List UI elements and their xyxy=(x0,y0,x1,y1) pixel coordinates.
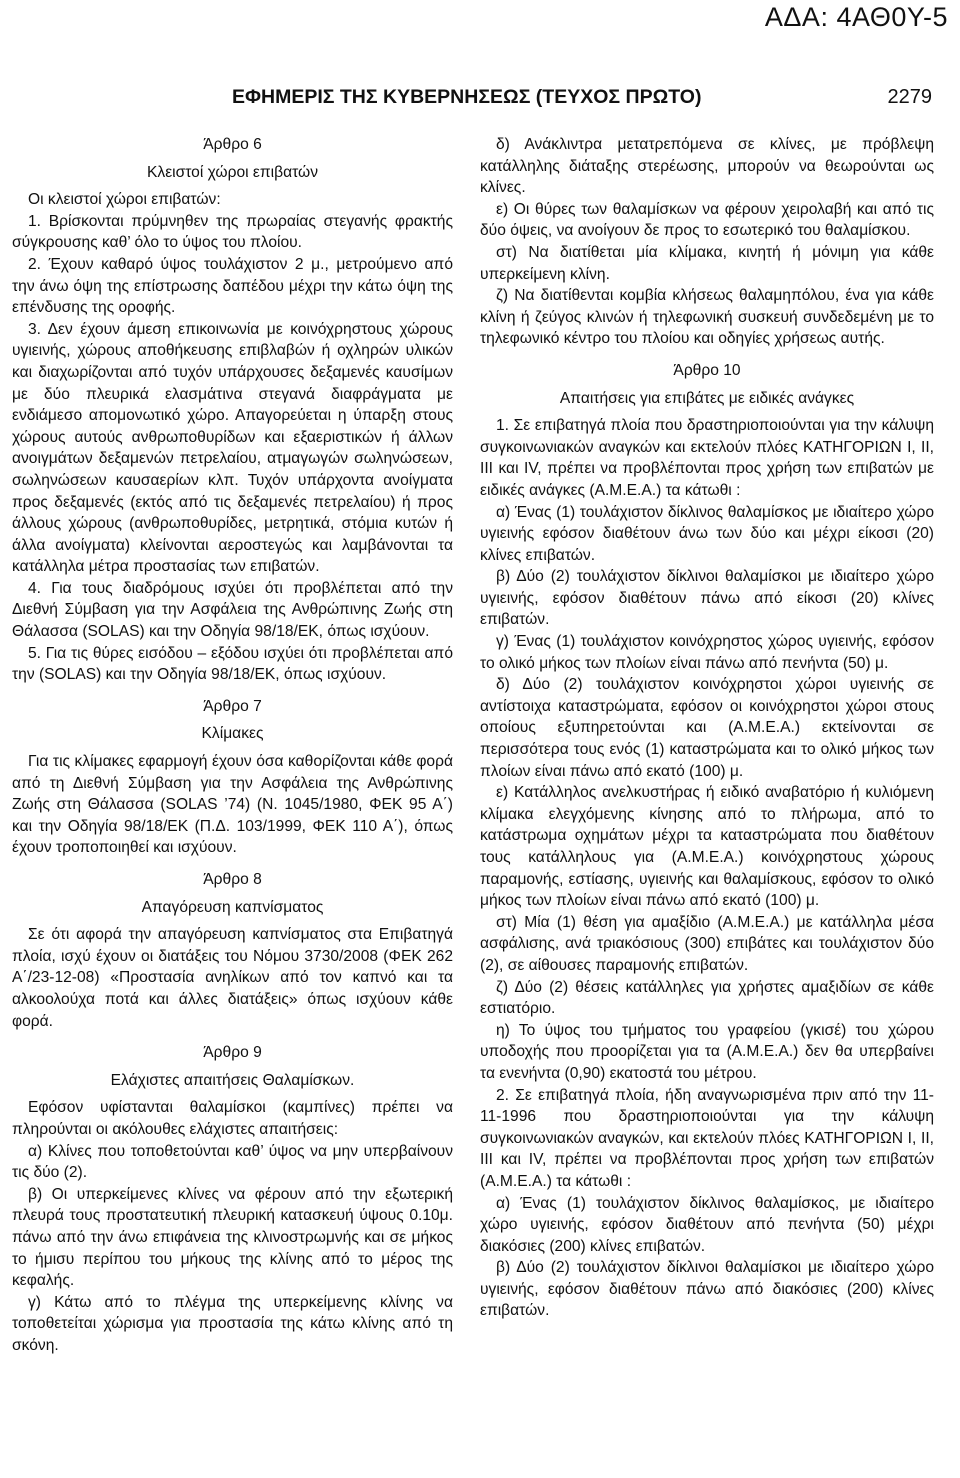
page-header xyxy=(232,86,932,114)
article-9-item-st: στ) Να διατίθεται μία κλίμακα, κινητή ή μόνιμη για κάθε υπερκείμενη κλίνη. xyxy=(480,243,934,283)
article-9-item-c: γ) Κάτω από το πλέγμα της υπερκείμενης κλίνης να τοποθετείται χώρισμα για προστασία της κάτω κλίνης από τη σκόνη. xyxy=(12,1293,453,1354)
article-10-1-item-h: η) Το ύψος του τμήματος του γραφείου (γκισέ) του χώρου υποδοχής που προορίζεται για τα (Α.Μ.Ε.Α.) δεν θα υπερβαίνει τα ενενήντα (0,90) εκατοστά του μέτρου. xyxy=(480,1021,934,1082)
article-8-heading: Άρθρο 8 xyxy=(203,871,262,888)
article-7-heading: Άρθρο 7 xyxy=(203,697,262,715)
article-9-item-a: α) Κλίνες που τοποθετούνται καθ’ ύψος να μην υπερβαίνουν τις δύο (2). xyxy=(12,1142,453,1182)
article-10-1-item-a: α) Ένας (1) τουλάχιστον δίκλινος θαλαμίσκος με ιδιαίτερο χώρο υγιεινής εφόσον διαθέτουν άνω των δύο και μέχρι είκοσι (20) κλίνες επιβατών. xyxy=(480,503,934,564)
article-10-2-item-b: β) Δύο (2) τουλάχιστον δίκλινοι θαλαμίσκοι με ιδιαίτερο χώρο υγιεινής, εφόσον διαθέτουν πάνω από διακόσιες (200) κλίνες επιβατών. xyxy=(480,1259,934,1320)
article-8-paragraph: Σε ότι αφορά την απαγόρευση καπνίσματος στα Επιβατηγά πλοία, ισχύ έχουν οι διατάξεις του Νόμου 3730/2008 (ΦΕΚ 262 Α΄/23-12-08) «Προστασία ανηλίκων από τον καπνό και τα αλκοολούχα ποτά και άλλες διατάξεις» όπως ισχύουν κάθε φορά. xyxy=(12,926,453,1030)
article-6-intro: Οι κλειστοί χώροι επιβατών: xyxy=(28,191,221,209)
left-column xyxy=(12,134,453,1356)
article-10-heading: Άρθρο 10 xyxy=(673,361,741,379)
article-10-1-item-b: β) Δύο (2) τουλάχιστον δίκλινοι θαλαμίσκοι με ιδιαίτερο χώρο υγιεινής, εφόσον διαθέτουν πάνω από είκοσι (20) κλίνες επιβατών. xyxy=(480,568,934,629)
article-6-paragraph-5: 5. Για τις θύρες εισόδου – εξόδου ισχύει ότι προβλέπεται από την (SOLAS) και την Οδηγία 98/18/ΕΚ, όπως ισχύουν. xyxy=(12,644,453,684)
article-7-title: Κλίμακες xyxy=(201,725,264,743)
article-9-heading: Άρθρο 9 xyxy=(203,1044,262,1062)
article-10-1-item-z: ζ) Δύο (2) θέσεις κατάλληλες για χρήστες αμαξιδίων σε κάθε εστιατόριο. xyxy=(480,978,934,1018)
article-9-intro: Εφόσον υφίστανται θαλαμίσκοι (καμπίνες) πρέπει να πληρούνται οι ακόλουθες ελάχιστες απαιτήσεις: xyxy=(12,1099,453,1138)
article-10-1-item-c: γ) Ένας (1) τουλάχιστον κοινόχρηστος χώρος υγιεινής, εφόσον το ολικό μήκος των πλοίων είναι πάνω από πενήντα (50) μ. xyxy=(480,633,934,672)
article-6-paragraph-1: 1. Βρίσκονται πρύμνηθεν της πρωραίας στεγανής φρακτής σύγκρουσης καθ’ όλο το ύψος του πλοίου. xyxy=(12,212,453,252)
article-10-1-item-e: ε) Κατάλληλος ανελκυστήρας ή ειδικό αναβατόριο ή κυλιόμενη κλίμακα ελεγχόμενης κίνησης από το πλήρωμα, από το κατάστρωμα οχημάτων μέχρι τα καταστρώματα που διαθέτουν τους κατάλληλους για (Α.Μ.Ε.Α.) κοινόχρηστους χώρους παραμονής, εστίασης, υγιεινής και θαλαμίσκους, εφόσον το ολικό μήκος των πλοίων είναι πάνω από εκατό (100) μ. xyxy=(480,784,934,910)
article-7-paragraph: Για τις κλίμακες εφαρμογή έχουν όσα καθορίζονται κάθε φορά από τη Διεθνή Σύμβαση για την Ασφάλεια της Ανθρώπινης Ζωής στη Θάλασσα (SOLAS ’74) (Ν. 1045/1980, ΦΕΚ 95 Α΄) και την Οδηγία 98/18/ΕΚ (Π.Δ. 103/1999, ΦΕΚ 110 Α΄), όπως έχουν τροποποιηθεί και ισχύουν. xyxy=(12,753,453,857)
gazette-title: ΕΦΗΜΕΡΙΣ ΤΗΣ ΚΥΒΕΡΝΗΣΕΩΣ (ΤΕΥΧΟΣ ΠΡΩΤΟ) xyxy=(232,86,702,108)
right-column xyxy=(480,134,934,1322)
article-6-paragraph-3: 3. Δεν έχουν άμεση επικοινωνία με κοινόχρηστους χώρους υγιεινής, χώρους αποθήκευσης επιβλαβών ή οχληρών υλικών και διαχωρίζονται από τυχόν υπάρχουσες δεξαμενές καυσίμων με δύο πλευρικά ελασμάτινα στεγανά διαφράγματα με ενδιάμεσο απομονωτικό χώρο. Απαγορεύεται η ύπαρξη στους χώρους αυτούς ανθρωποθυρίδων και εξαεριστικών ή άλλων ανοιγμάτων δεξαμενών πετρελαίου, ατμαγωγών σωληνώσεων, σωληνώσεων καυσαερίων κλπ. Τυχόν υπάρχοντα ανοίγματα προς δεξαμενές (εκτός από τις δεξαμενές πετρελαίου) ή προς άλλους χώρους (ανθρωποθυρίδες, μετρητικά, στόμια κυτών ή άλλα ανοίγματα) κλείνονται αεροστεγώς και λαμβάνονται τα κατάλληλα μέτρα προστασίας των επιβατών. xyxy=(12,320,453,576)
article-10-1-item-d: δ) Δύο (2) τουλάχιστον κοινόχρηστοι χώροι υγιεινής σε αντίστοιχα καταστρώματα, εφόσον οι κοινόχρηστοι χώροι στους οποίους εξυπηρετούνται και (Α.Μ.Ε.Α.) εκτείνονται σε περισσότερα τους ενός (1) καταστρώματα και το ολικό μήκος των πλοίων είναι πάνω από εκατό (100) μ. xyxy=(480,676,934,780)
page-number: 2279 xyxy=(887,86,932,108)
article-9-item-e: ε) Οι θύρες των θαλαμίσκων να φέρουν χειρολαβή και από τις δύο όψεις, να ανοίγουν δε προς το εσωτερικό του θαλαμίσκου. xyxy=(480,200,934,240)
article-6-paragraph-2: 2. Έχουν καθαρό ύψος τουλάχιστον 2 μ., μετρούμενο από την άνω όψη της επίστρωσης δαπέδου μέχρι την κάτω όψη της επένδυσης της οροφής. xyxy=(12,255,453,317)
article-10-title: Απαιτήσεις για επιβάτες με ειδικές ανάγκες xyxy=(559,389,855,407)
ada-code: ΑΔΑ: 4ΑΘ0Υ-5 xyxy=(764,2,948,32)
article-10-paragraph-1: 1. Σε επιβατηγά πλοία που δραστηριοποιούνται για την κάλυψη συγκοινωνιακών αναγκών και εκτελούν πλόες ΚΑΤΗΓΟΡΙΩΝ Ι, ΙΙ, ΙΙΙ και ΙV, πρέπει να προβλέπονται προς χρήση των επιβατών με ειδικές ανάγκες (Α.Μ.Ε.Α.) τα κάτωθι : xyxy=(480,417,934,499)
article-8-title: Απαγόρευση καπνίσματος xyxy=(141,898,324,916)
article-6-paragraph-4: 4. Για τους διαδρόμους ισχύει ότι προβλέπεται από την Διεθνή Σύμβαση για την Ασφάλεια της Ανθρώπινης Ζωής στη Θάλασσα (SOLAS) και την Οδηγία 98/18/ΕΚ, όπως ισχύουν. xyxy=(12,579,453,641)
article-10-paragraph-2: 2. Σε επιβατηγά πλοία, ήδη αναγνωρισμένα πριν από την 11-11-1996 που δραστηριοποιούνται για την κάλυψη συγκοινωνιακών αναγκών, και εκτελούν πλόες ΚΑΤΗΓΟΡΙΩΝ Ι, ΙΙ, ΙΙΙ και ΙV, πρέπει να προβλέπονται προς χρήση των επιβατών (Α.Μ.Ε.Α.) τα κάτωθι : xyxy=(480,1086,934,1190)
article-9-item-z: ζ) Να διατίθενται κομβία κλήσεως θαλαμηπόλου, ένα για κάθε κλίνη ή ζεύγος κλινών ή τηλεφωνική συσκευή συνδεδεμένη με το τηλεφωνικό κέντρο του πλοίου και οδηγίες χρήσεως αυτής. xyxy=(480,287,934,348)
article-10-1-item-st: στ) Μία (1) θέση για αμαξίδιο (Α.Μ.Ε.Α.) με κατάλληλα μέσα ασφάλισης, ανά τριακόσιους (300) επιβάτες και τουλάχιστον δύο (2), σε αίθουσες παραμονής επιβατών. xyxy=(480,913,934,974)
article-9-item-d: δ) Ανάκλιντρα μετατρεπόμενα σε κλίνες, με πρόβλεψη κατάλληλης διάταξης στερέωσης, μπορούν να θεωρούνται ως κλίνες. xyxy=(480,136,934,197)
article-9-item-b: β) Οι υπερκείμενες κλίνες να φέρουν από την εξωτερική πλευρά τους προστατευτική πλευρική κατασκευή ύψους 0.10μ. πάνω από την άνω επιφάνεια της κλινοστρωμνής και σε μήκος το ήμισυ περίπου του μήκους της κλίνης από το μέρος της κεφαλής. xyxy=(12,1185,453,1290)
article-6-heading: Άρθρο 6 xyxy=(203,136,262,153)
article-6-title: Κλειστοί χώροι επιβατών xyxy=(147,163,318,181)
article-9-title: Ελάχιστες απαιτήσεις Θαλαμίσκων. xyxy=(110,1071,355,1089)
article-10-2-item-a: α) Ένας (1) τουλάχιστον δίκλινος θαλαμίσκος, με ιδιαίτερο χώρο υγιεινής, εφόσον διαθέτουν από πενήντα (50) μέχρι διακόσιες (200) κλίνες επιβατών. xyxy=(480,1194,934,1255)
